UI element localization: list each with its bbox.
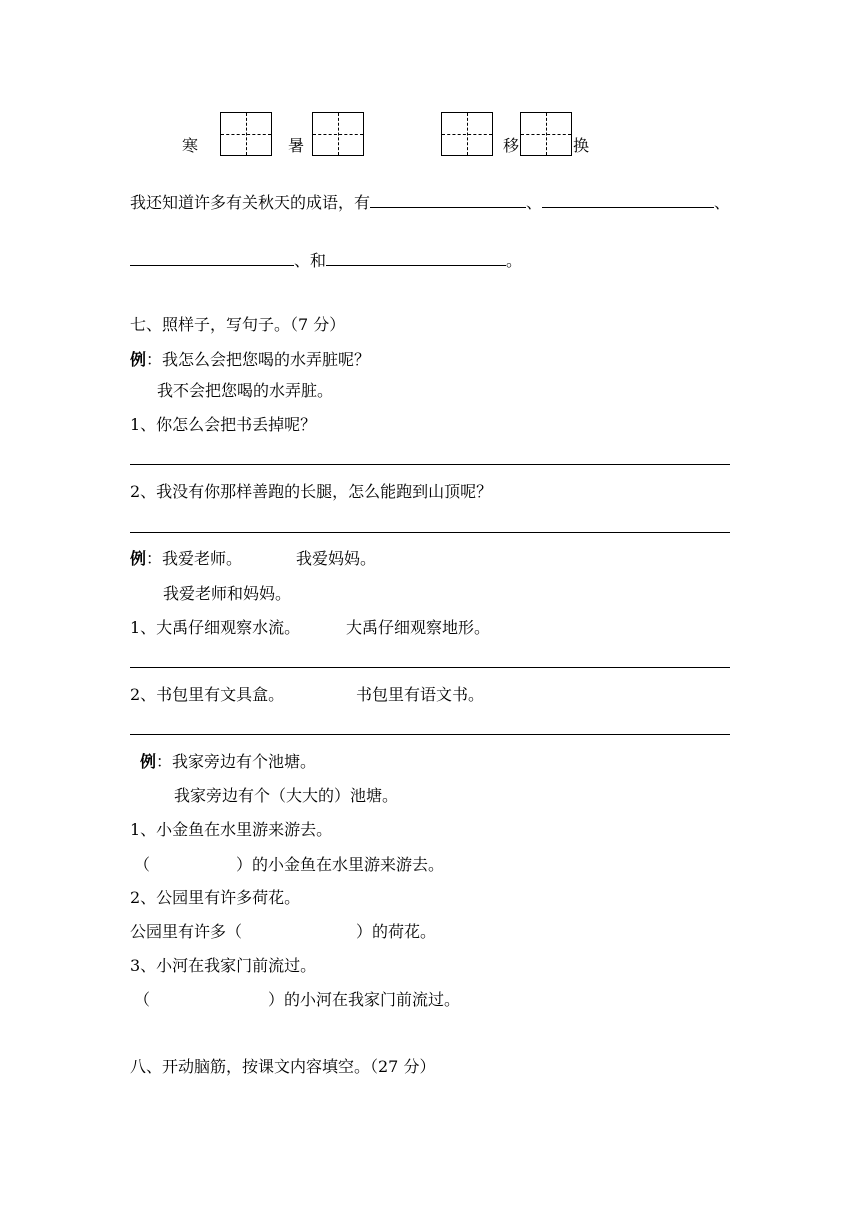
section-8-title: 八、开动脑筋，按课文内容填空。（27 分） <box>130 1057 436 1076</box>
ex2-item-2b: 书包里有语文书。 <box>356 685 485 704</box>
separator: 、 <box>526 193 543 212</box>
ex3-item-3-open: （ <box>134 990 151 1009</box>
ex3-item-3-fill: ）的小河在我家门前流过。 <box>268 990 461 1009</box>
ex3-item-2-fill-a: 公园里有许多（ <box>130 922 243 941</box>
ex2-item-1a: 1、大禹仔细观察水流。 <box>130 618 301 637</box>
char-box-1[interactable] <box>220 112 272 156</box>
ex2-item-2a: 2、书包里有文具盒。 <box>130 685 285 704</box>
ex3-item-3: 3、小河在我家门前流过。 <box>130 956 317 975</box>
example-question: ：我家旁边有个池塘。 <box>156 752 317 771</box>
example-label: 例 <box>130 549 147 568</box>
period: 。 <box>506 251 523 270</box>
autumn-idioms-line-1 <box>130 193 730 213</box>
char-box-4[interactable] <box>520 112 572 156</box>
autumn-idioms-prompt: 我还知道许多有关秋天的成语，有 <box>130 193 371 212</box>
example-1 <box>130 350 370 370</box>
blank-idiom-3[interactable] <box>130 251 294 266</box>
ex3-item-1-fill: ）的小金鱼在水里游来游去。 <box>236 855 445 874</box>
ex2-item-1b: 大禹仔细观察地形。 <box>346 618 491 637</box>
idiom-char-1: 寒 <box>182 136 199 155</box>
separator: 、 <box>714 193 731 212</box>
answer-line[interactable] <box>130 667 730 668</box>
example-question: ：我怎么会把您喝的水弄脏呢？ <box>146 350 371 369</box>
answer-line[interactable] <box>130 532 730 533</box>
example-2 <box>130 549 242 569</box>
blank-idiom-1[interactable] <box>370 193 526 208</box>
autumn-idioms-line-2 <box>130 251 522 271</box>
example-2-answer: 我爱老师和妈妈。 <box>163 584 292 603</box>
char-box-2[interactable] <box>312 112 364 156</box>
section-7-title: 七、照样子，写句子。（7 分） <box>130 315 346 334</box>
idiom-char-3: 移 <box>503 136 520 155</box>
ex3-item-1-open: （ <box>134 855 151 874</box>
example-label: 例 <box>140 752 157 771</box>
answer-line[interactable] <box>130 464 730 465</box>
ex1-item-1: 1、你怎么会把书丢掉呢？ <box>130 415 317 434</box>
char-box-3[interactable] <box>441 112 493 156</box>
blank-idiom-4[interactable] <box>326 251 506 266</box>
ex1-item-2: 2、我没有你那样善跑的长腿，怎么能跑到山顶呢？ <box>130 482 493 501</box>
idiom-char-2: 暑 <box>288 136 305 155</box>
example-question-1: ：我爱老师。 <box>146 549 243 568</box>
example-label: 例 <box>130 350 147 369</box>
example-question-2: 我爱妈妈。 <box>296 549 377 568</box>
answer-line[interactable] <box>130 734 730 735</box>
ex3-item-2-fill-b: ）的荷花。 <box>356 922 437 941</box>
idiom-char-4: 换 <box>573 136 590 155</box>
separator: 、和 <box>294 251 327 270</box>
ex3-item-2: 2、公园里有许多荷花。 <box>130 888 301 907</box>
example-3 <box>140 752 316 772</box>
example-1-answer: 我不会把您喝的水弄脏。 <box>157 381 334 400</box>
blank-idiom-2[interactable] <box>542 193 714 208</box>
example-3-answer: 我家旁边有个（大大的）池塘。 <box>174 786 399 805</box>
ex3-item-1: 1、小金鱼在水里游来游去。 <box>130 820 333 839</box>
